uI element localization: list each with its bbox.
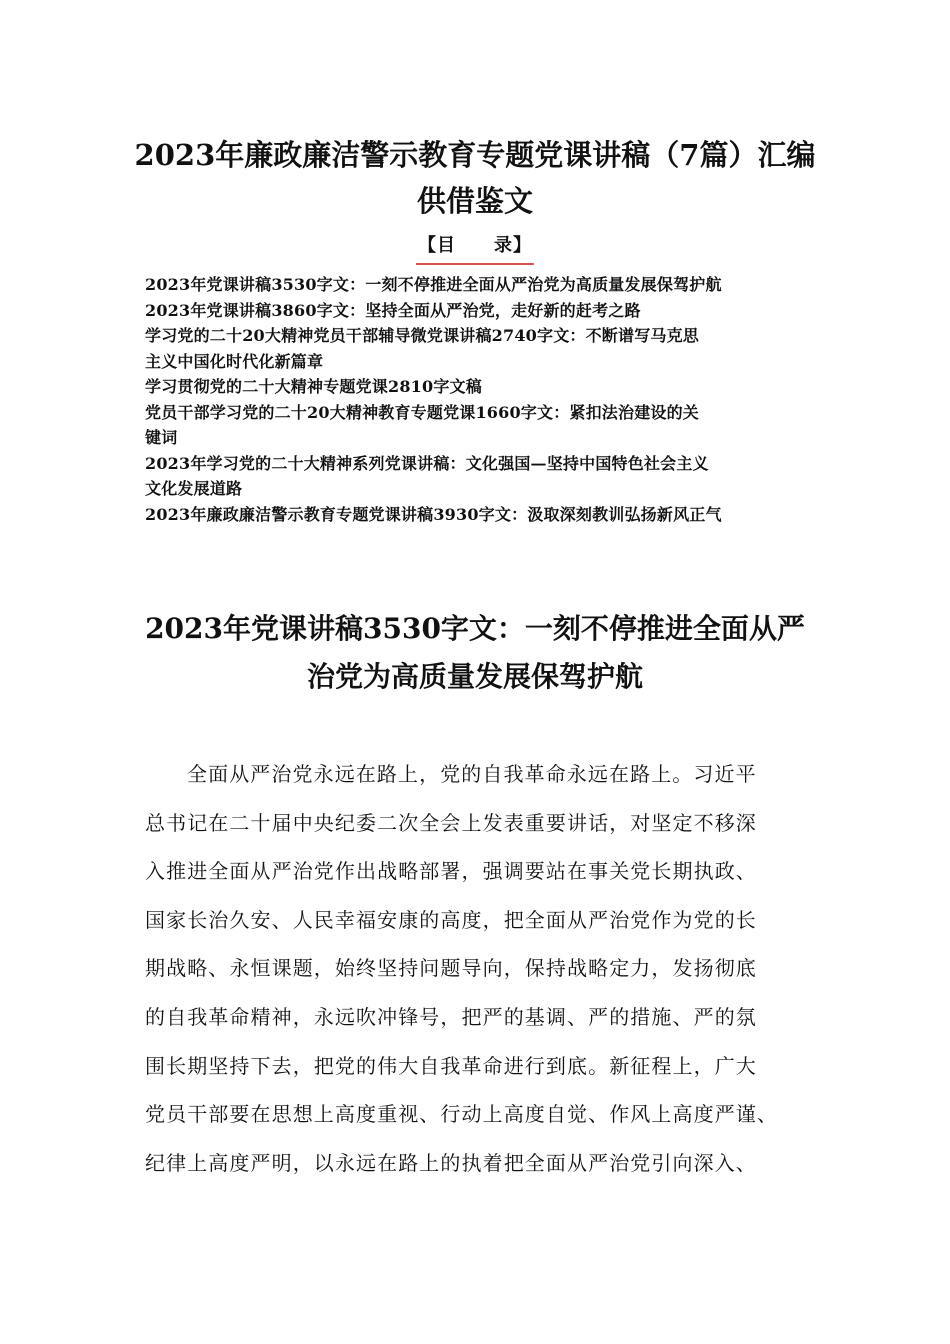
toc-item-line: 2023年学习党的二十大精神系列党课讲稿：文化强国—坚持中国特色社会主义 (145, 453, 709, 473)
section-title-line-1: 2023年党课讲稿3530字文：一刻不停推进全面从严 (145, 612, 805, 645)
toc-item-line: 2023年党课讲稿3860字文：坚持全面从严治党，走好新的赶考之路 (145, 300, 641, 320)
toc-item-line: 党员干部学习党的二十20大精神教育专题党课1660字文：紧扣法治建设的关 (145, 402, 699, 422)
body-line: 入推进全面从严治党作出战略部署，强调要站在事关党长期执政、 (145, 859, 757, 884)
toc-item-2[interactable] (145, 298, 825, 324)
body-line: 党员干部要在思想上高度重视、行动上高度自觉、作风上高度严谨、 (145, 1102, 778, 1127)
toc-item-line: 2023年党课讲稿3530字文：一刻不停推进全面从严治党为高质量发展保驾护航 (145, 275, 722, 294)
toc-item-1[interactable] (145, 272, 825, 298)
toc-item-5[interactable] (145, 400, 825, 451)
toc-item-6[interactable] (145, 451, 825, 502)
toc-item-line: 主义中国化时代化新篇章 (145, 351, 324, 371)
toc-item-3[interactable] (145, 323, 825, 374)
toc-item-line: 学习贯彻党的二十大精神专题党课2810字文稿 (145, 377, 482, 396)
body-line: 期战略、永恒课题，始终坚持问题导向，保持战略定力，发扬彻底 (145, 956, 757, 981)
body-line: 纪律上高度严明，以永远在路上的执着把全面从严治党引向深入、 (145, 1150, 757, 1175)
toc-item-line: 学习党的二十20大精神党员干部辅导微党课讲稿2740字文：不断谱写马克思 (145, 326, 699, 345)
body-line: 全面从严治党永远在路上，党的自我革命永远在路上。习近平 (187, 762, 757, 786)
toc-item-line: 键词 (145, 428, 178, 447)
section-title-line-2: 治党为高质量发展保驾护航 (306, 660, 643, 693)
section-body (145, 750, 835, 1187)
body-line: 总书记在二十届中央纪委二次全会上发表重要讲话，对坚定不移深 (145, 810, 757, 835)
document-title-line-2: 供借鉴文 (416, 184, 533, 218)
body-line: 围长期坚持下去，把党的伟大自我革命进行到底。新征程上，广大 (145, 1053, 757, 1078)
toc-item-4[interactable] (145, 374, 825, 400)
toc-item-line: 文化发展道路 (145, 479, 243, 498)
toc-heading-label: 【目 录】 (416, 232, 534, 265)
body-line: 国家长治久安、人民幸福安康的高度，把全面从严治党作为党的长 (145, 907, 757, 932)
body-line: 的自我革命精神，永远吹冲锋号，把严的基调、严的措施、严的氛 (145, 1004, 757, 1029)
document-title-line-1: 2023年廉政廉洁警示教育专题党课讲稿（7篇）汇编 (134, 138, 816, 172)
table-of-contents (145, 272, 825, 527)
toc-item-line: 2023年廉政廉洁警示教育专题党课讲稿3930字文：汲取深刻教训弘扬新风正气 (145, 504, 722, 524)
toc-heading (0, 232, 950, 265)
toc-item-7[interactable] (145, 502, 825, 528)
